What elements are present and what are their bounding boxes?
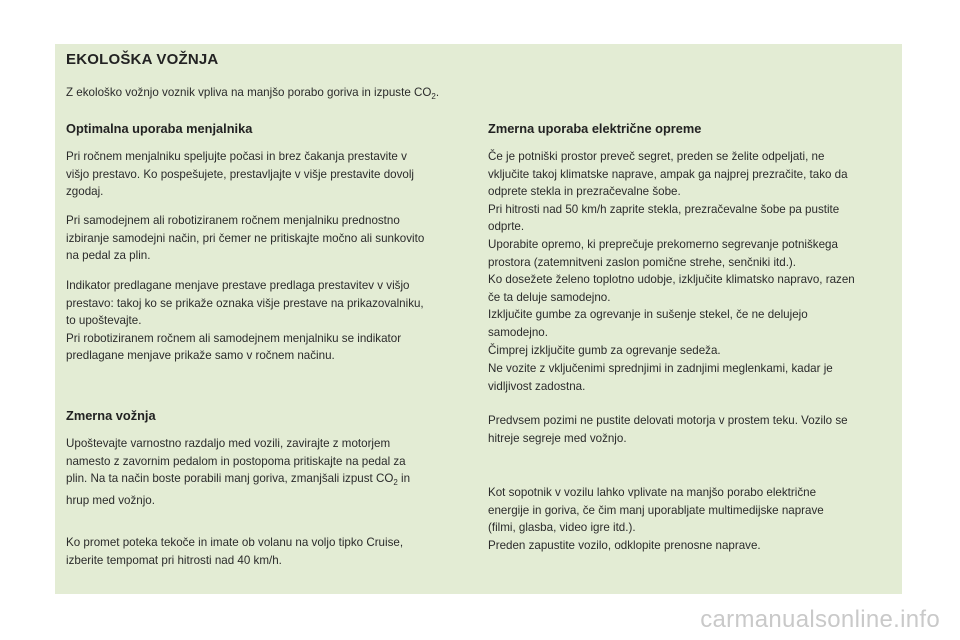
text-line: Pri samodejnem ali robotiziranem ročnem menjalniku prednostno (66, 214, 400, 227)
text-line: predlagane menjave prikaže samo v ročnem načinu. (66, 349, 335, 363)
left-paragraph-2 (66, 212, 424, 265)
text-line: Ko dosežete želeno toplotno udobje, izključite klimatsko napravo, razen (488, 273, 855, 287)
right-paragraph-1 (488, 148, 855, 359)
heading-moderate-driving: Zmerna vožnja (66, 408, 156, 423)
left-paragraph-5 (66, 534, 403, 569)
page-title: EKOLOŠKA VOŽNJA (66, 51, 219, 68)
site-watermark: carmanualsonline.info (700, 606, 940, 633)
text-line: Pri robotiziranem ročnem ali samodejnem menjalniku se indikator (66, 331, 402, 345)
left-paragraph-4 (66, 435, 410, 509)
text-line: to upoštevajte. (66, 314, 142, 328)
text-line: vključite takoj klimatske naprave, ampak ga najprej prezračite, tako da (488, 167, 848, 181)
left-paragraph-1 (66, 148, 414, 201)
text-line: Predvsem pozimi ne pustite delovati motorja v prostem teku. Vozilo se (488, 414, 848, 427)
text-line: Če je potniški prostor preveč segret, preden se želite odpeljati, ne (488, 150, 825, 163)
text-line: Upoštevajte varnostno razdaljo med vozili, zavirajte z motorjem (66, 437, 391, 450)
right-paragraph-3 (488, 412, 848, 447)
text-line: višjo prestavo. Ko pospešujete, prestavljajte v višje prestavite dovolj (66, 167, 414, 181)
intro-text (66, 84, 439, 106)
text-segment: in (397, 472, 411, 486)
text-segment: plin. Na ta način boste porabili manj goriva, zmanjšali izpust CO (66, 472, 394, 486)
text-line: Preden zapustite vozilo, odklopite prenosne naprave. (488, 538, 761, 552)
intro-main: Z ekološko vožnjo voznik vpliva na manjšo porabo goriva in izpuste CO (66, 86, 432, 99)
text-line: (filmi, glasba, video igre itd.). (488, 521, 636, 535)
text-line: na pedal za plin. (66, 249, 151, 263)
subscript: 2 (393, 478, 398, 488)
text-line: energije in goriva, če čim manj uporabljate multimedijske naprave (488, 503, 824, 517)
text-line: Ne vozite z vključenimi sprednjimi in zadnjimi meglenkami, kadar je (488, 362, 833, 375)
text-line: Uporabite opremo, ki preprečuje prekomerno segrevanje potniškega (488, 237, 838, 251)
text-line: samodejno. (488, 325, 548, 339)
text-line: Pri ročnem menjalniku speljujte počasi in brez čakanja prestavite v (66, 150, 407, 163)
right-paragraph-2 (488, 360, 833, 395)
text-line: vidljivost zadostna. (488, 379, 586, 393)
text-line: izberite tempomat pri hitrosti nad 40 km/h. (66, 553, 282, 567)
heading-electrical-equipment: Zmerna uporaba električne opreme (488, 121, 702, 136)
text-line: Izključite gumbe za ogrevanje in sušenje stekel, če ne delujejo (488, 308, 808, 322)
text-line: zgodaj. (66, 185, 104, 199)
text-line: hitreje segreje med vožnjo. (488, 431, 627, 445)
text-line: Kot sopotnik v vozilu lahko vplivate na manjšo porabo električne (488, 486, 817, 499)
text-line: prostora (zatemnitveni zaslon pomične strehe, senčniki itd.). (488, 255, 797, 269)
intro-subscript: 2 (431, 92, 436, 101)
left-paragraph-3 (66, 277, 424, 365)
text-line: izbiranje samodejni način, pri čemer ne pritiskajte močno ali sunkovito (66, 231, 425, 245)
text-line: če ta deluje samodejno. (488, 290, 611, 304)
right-paragraph-4 (488, 484, 824, 554)
intro-tail: . (435, 86, 440, 99)
text-line: namesto z zavornim pedalom in postopoma pritiskajte na pedal za (66, 454, 406, 468)
text-line: hrup med vožnjo. (66, 493, 155, 507)
text-line: odprete stekla in prezračevalne šobe. (488, 185, 681, 199)
text-line: Ko promet poteka tekoče in imate ob volanu na voljo tipko Cruise, (66, 536, 404, 549)
text-line: Pri hitrosti nad 50 km/h zaprite stekla, prezračevalne šobe pa pustite (488, 202, 840, 216)
text-line: Indikator predlagane menjave prestave predlaga prestavitev v višjo (66, 279, 410, 292)
text-line: Čimprej izključite gumb za ogrevanje sedeža. (488, 343, 721, 357)
text-line: odprte. (488, 220, 525, 234)
heading-gearbox: Optimalna uporaba menjalnika (66, 121, 253, 136)
text-line-co2 (66, 470, 410, 492)
text-line: prestavo: takoj ko se prikaže oznaka višje prestave na prikazovalniku, (66, 296, 424, 310)
